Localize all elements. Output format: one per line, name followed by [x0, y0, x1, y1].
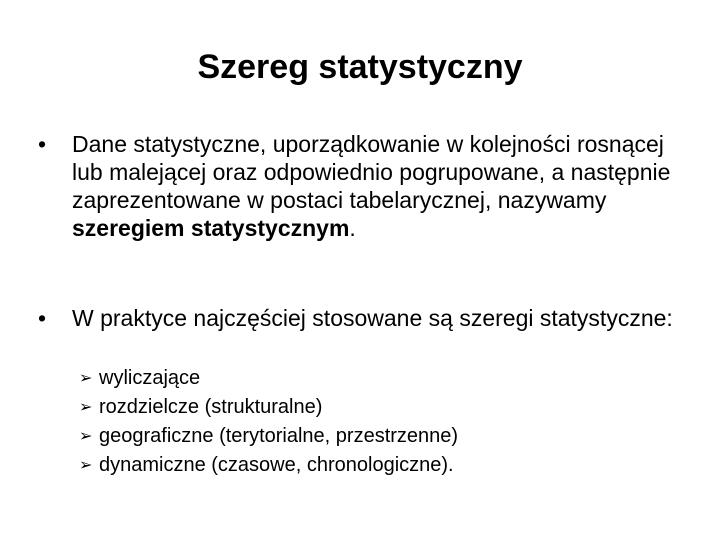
bullet-text [72, 130, 688, 242]
bullet-item-definition [38, 130, 688, 242]
arrow-right-icon: ➢ [79, 370, 93, 387]
slide-title: Szereg statystyczny [197, 48, 523, 86]
bullet-text: W praktyce najczęściej stosowane są szeregi statystyczne: [72, 305, 673, 331]
list-item [79, 422, 679, 451]
arrow-right-icon: ➢ [79, 428, 93, 445]
series-types-list [79, 364, 679, 480]
definition-period: . [349, 215, 356, 241]
list-item-label: geograficzne (terytorialne, przestrzenne) [99, 425, 459, 447]
list-item-label: dynamiczne (czasowe, chronologiczne). [99, 454, 454, 476]
list-item [79, 364, 679, 393]
bullet-dot-icon: • [38, 305, 47, 331]
bullet-dot-icon: • [38, 131, 47, 157]
definition-term: szeregiem statystycznym [72, 215, 350, 241]
definition-text: Dane statystyczne, uporządkowanie w kolejności rosnącej lub malejącej oraz odpowiednio pogrupowane, a następnie zaprezentowane w postaci tabelarycznej, nazywamy [72, 131, 671, 213]
arrow-right-icon: ➢ [79, 399, 93, 416]
list-item [79, 451, 679, 480]
bullet-item-types [38, 304, 688, 332]
list-item-label: rozdzielcze (strukturalne) [99, 396, 323, 418]
list-item-label: wyliczające [99, 367, 201, 389]
list-item [79, 393, 679, 422]
arrow-right-icon: ➢ [79, 457, 93, 474]
